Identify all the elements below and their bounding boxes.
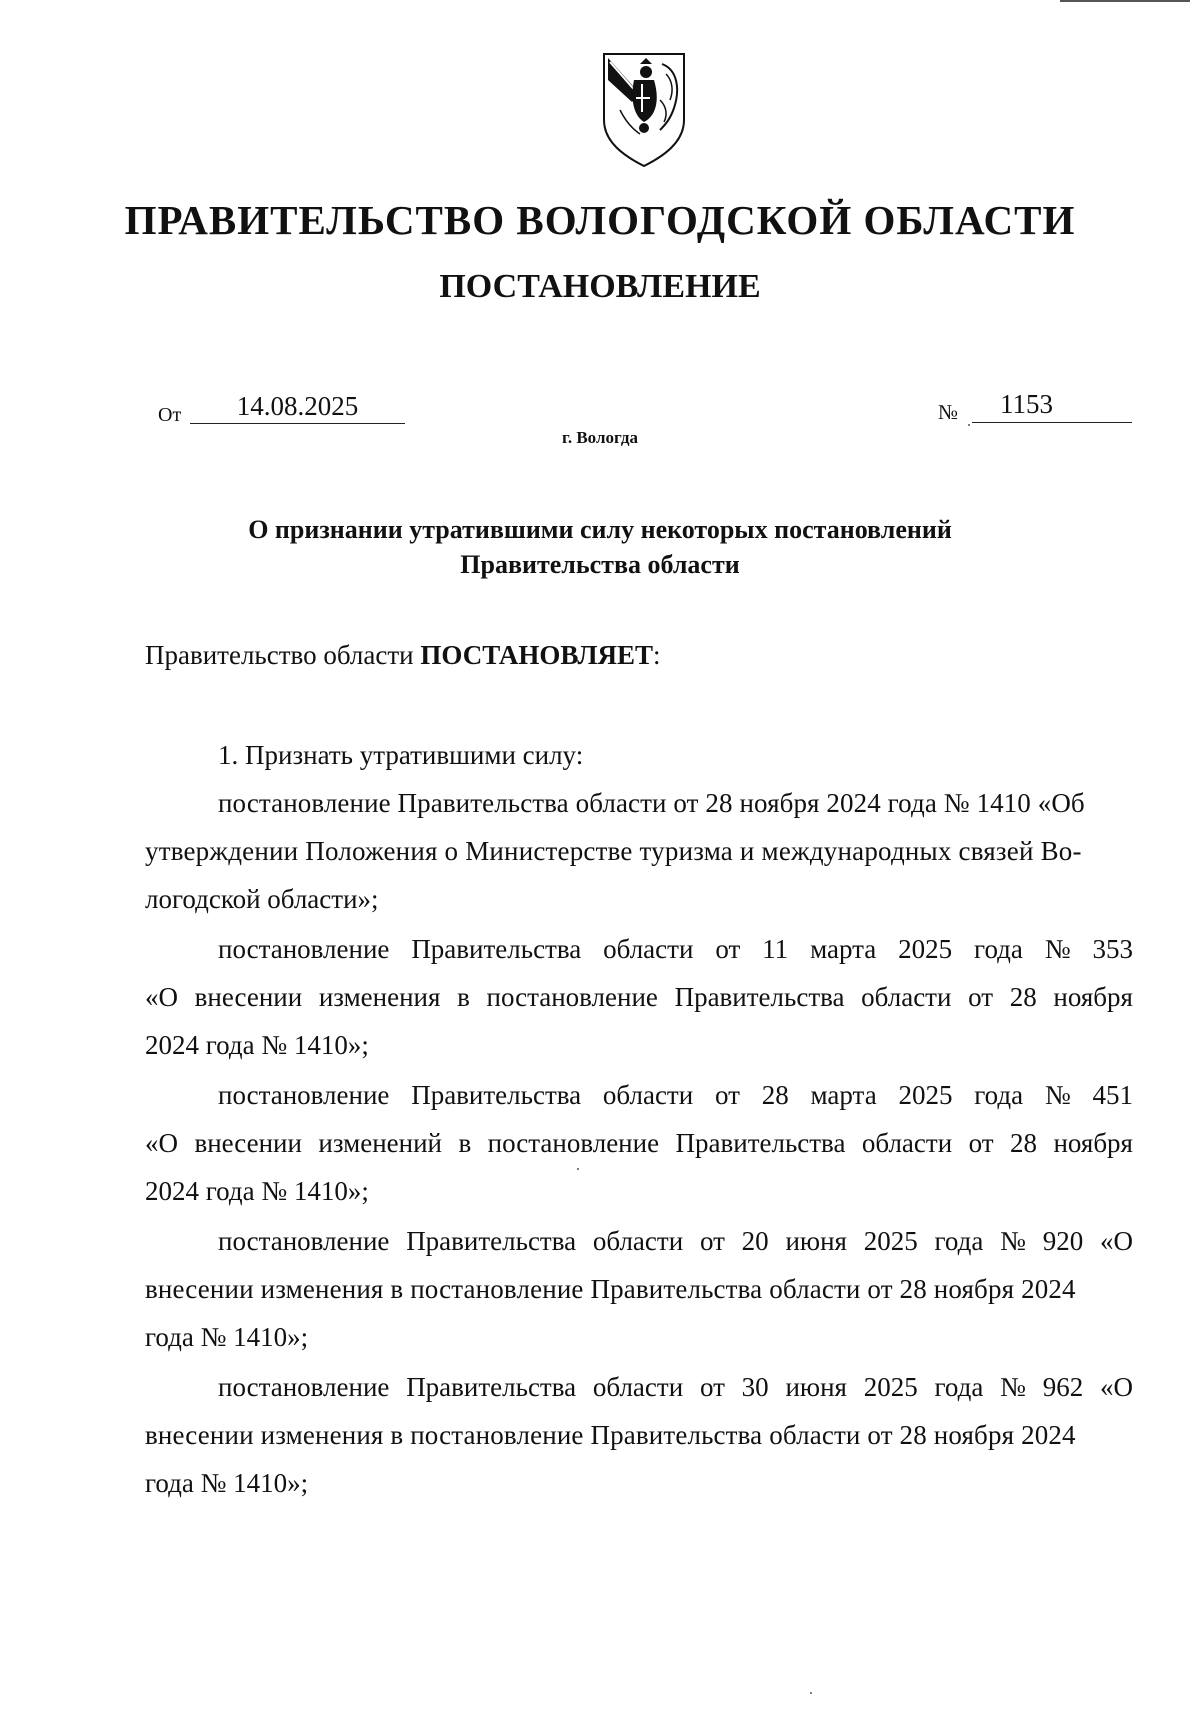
paragraph-1-line-1: постановление Правительства области от 28 ноября 2024 года № 1410 «Об <box>218 788 1085 818</box>
word: «О <box>145 982 178 1012</box>
subject-line-2: Правительства области <box>460 550 740 579</box>
word: области <box>592 1372 684 1402</box>
vologda-coat-of-arms-icon <box>600 50 688 170</box>
paragraph-5-line-3: года № 1410»; <box>145 1468 309 1498</box>
scan-speck <box>577 1168 579 1170</box>
word: от <box>714 1080 740 1110</box>
word: изменений <box>318 1128 442 1158</box>
word: 962 <box>1042 1372 1084 1402</box>
city-name: г. Вологда <box>562 428 638 447</box>
word: 30 <box>741 1372 769 1402</box>
date-label: От <box>158 404 182 426</box>
word: 28 <box>761 1080 789 1110</box>
word: от <box>699 1372 725 1402</box>
date-underline <box>190 423 405 424</box>
word: «О <box>1099 1226 1133 1256</box>
word: постановление <box>218 1080 390 1110</box>
word: 28 <box>1009 982 1037 1012</box>
word: области <box>861 1128 953 1158</box>
paragraph-3-line-1 <box>218 1080 1133 1111</box>
paragraph-2-line-1 <box>218 934 1133 965</box>
word: Правительства <box>406 1372 577 1402</box>
paragraph-2-line-3: 2024 года № 1410»; <box>145 1030 369 1060</box>
paragraph-3-line-3: 2024 года № 1410»; <box>145 1176 369 1206</box>
word: Правительства <box>411 934 582 964</box>
word: 11 <box>762 934 789 964</box>
word: ноября <box>1053 1128 1133 1158</box>
word: 2025 <box>863 1226 918 1256</box>
word: года <box>934 1226 984 1256</box>
paragraph-1-line-2: утверждении Положения о Министерстве туризма и международных связей Во- <box>145 836 1082 866</box>
word: внесении <box>194 1128 302 1158</box>
word: в <box>458 1128 472 1158</box>
item-1-heading: 1. Признать утратившими силу: <box>218 740 584 770</box>
paragraph-1-line-3: логодской области»; <box>145 884 379 914</box>
word: 451 <box>1092 1080 1133 1110</box>
paragraph-4-line-3: года № 1410»; <box>145 1322 309 1352</box>
document-number: 1153 <box>1000 389 1053 419</box>
word: ноября <box>1053 982 1133 1012</box>
word: 920 <box>1042 1226 1084 1256</box>
word: от <box>715 934 741 964</box>
word: № <box>1044 934 1071 964</box>
decree-intro <box>145 640 661 671</box>
document-date: 14.08.2025 <box>236 391 359 421</box>
paragraph-4-line-2: внесении изменения в постановление Правительства области от 28 ноября 2024 <box>145 1274 1076 1304</box>
word: изменения <box>318 982 441 1012</box>
word: области <box>861 982 952 1012</box>
word: постановление <box>218 1372 390 1402</box>
word: года <box>974 934 1023 964</box>
word: № <box>1000 1226 1026 1256</box>
subject-line-1: О признании утратившими силу некоторых постановлений <box>248 515 952 544</box>
word: постановление <box>218 1226 390 1256</box>
paragraph-5-line-1 <box>218 1372 1133 1403</box>
word: Правительства <box>675 1128 846 1158</box>
word: области <box>603 934 694 964</box>
word: в <box>457 982 470 1012</box>
word: 2025 <box>898 934 953 964</box>
word: Правительства <box>674 982 845 1012</box>
word: Правительства <box>411 1080 582 1110</box>
word: № <box>1000 1372 1026 1402</box>
paragraph-5-line-2: внесении изменения в постановление Правительства области от 28 ноября 2024 <box>145 1420 1076 1450</box>
word: 2025 <box>898 1080 953 1110</box>
paragraph-2-line-2 <box>145 982 1133 1013</box>
word: «О <box>145 1128 178 1158</box>
word: 28 <box>1010 1128 1038 1158</box>
word: постановление <box>218 934 390 964</box>
word: области <box>602 1080 694 1110</box>
document-subject <box>0 512 1200 582</box>
document-type: ПОСТАНОВЛЕНИЕ <box>439 268 761 305</box>
number-label: № <box>938 400 959 424</box>
word: 353 <box>1092 934 1133 964</box>
word: внесении <box>194 982 303 1012</box>
intro-text: Правительство области <box>145 640 421 670</box>
organization-title: ПРАВИТЕЛЬСТВО ВОЛОГОДСКОЙ ОБЛАСТИ <box>124 197 1076 243</box>
intro-colon: : <box>652 640 661 670</box>
word: года <box>974 1080 1024 1110</box>
top-rule <box>1060 0 1190 2</box>
word: области <box>592 1226 684 1256</box>
number-underline <box>972 422 1132 423</box>
paragraph-3-line-2 <box>145 1128 1133 1159</box>
word: марта <box>810 934 877 964</box>
paragraph-4-line-1 <box>218 1226 1133 1257</box>
word: от <box>699 1226 725 1256</box>
word: № <box>1044 1080 1071 1110</box>
word: июня <box>785 1226 847 1256</box>
word: от <box>968 1128 994 1158</box>
word: года <box>934 1372 984 1402</box>
word: марта <box>810 1080 877 1110</box>
word: 2025 <box>863 1372 918 1402</box>
word: Правительства <box>406 1226 577 1256</box>
word: постановление <box>487 1128 660 1158</box>
word: 20 <box>741 1226 769 1256</box>
scan-speck <box>968 424 970 426</box>
word: постановление <box>486 982 658 1012</box>
word: от <box>968 982 994 1012</box>
word: июня <box>785 1372 847 1402</box>
intro-keyword: ПОСТАНОВЛЯЕТ <box>420 640 653 670</box>
word: «О <box>1099 1372 1133 1402</box>
scan-speck <box>810 1692 812 1694</box>
